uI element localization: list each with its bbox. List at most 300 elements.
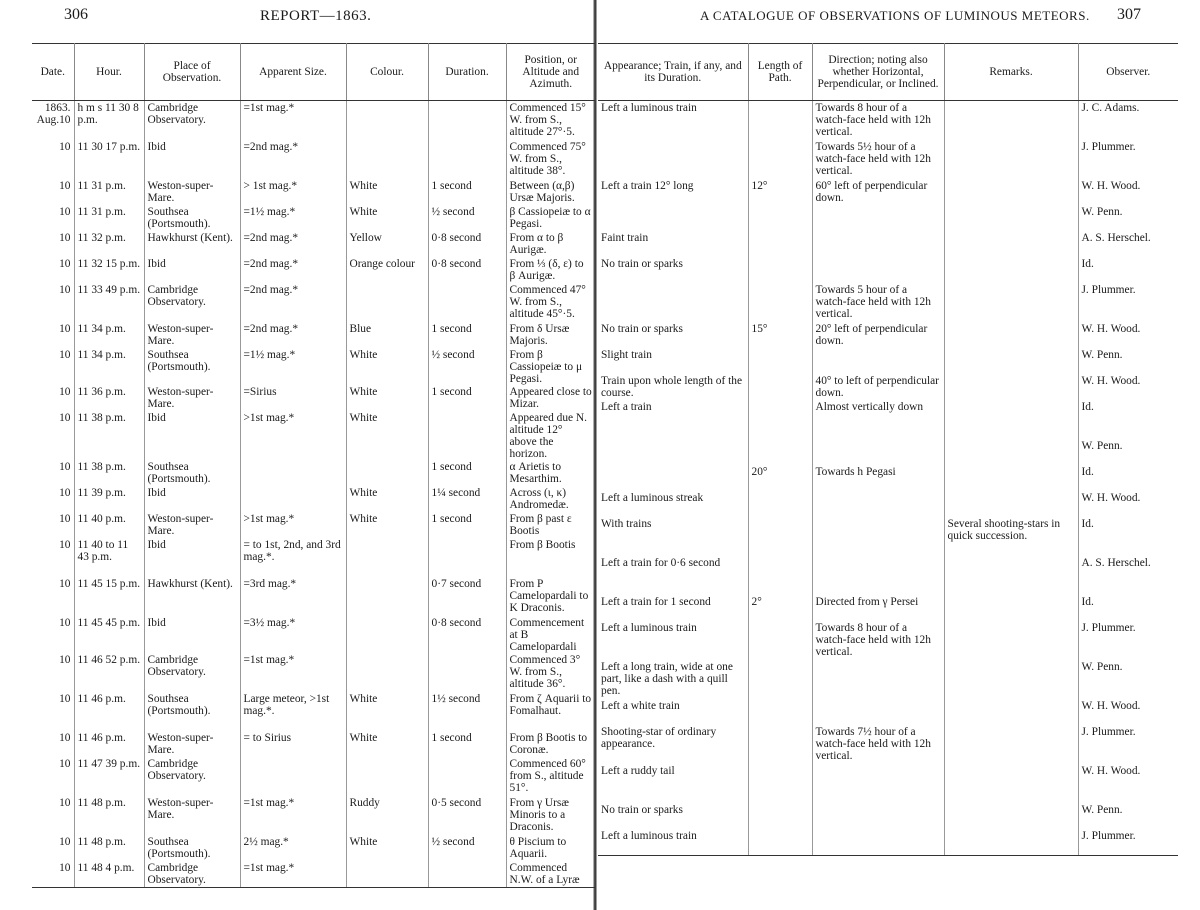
cell-appearance: Left a luminous train <box>598 101 748 141</box>
cell-remarks <box>944 231 1078 257</box>
cell-duration: 1 second <box>428 460 506 486</box>
cell-position: Commenced 3° W. from S., altitude 36°. <box>509 654 581 690</box>
cell-duration: ½ second <box>428 348 506 385</box>
cell-length: 15° <box>748 322 812 348</box>
cell-date: 10 <box>32 796 74 835</box>
left-table-row <box>32 205 595 231</box>
cell-size <box>240 460 346 486</box>
right-table-body <box>598 101 1178 856</box>
cell-appearance: Train upon whole length of the course. <box>598 374 748 400</box>
cell-duration: 0·8 second <box>428 231 506 257</box>
cell-appearance: No train or sparks <box>598 257 748 283</box>
cell-hour: 11 34 p.m. <box>74 322 144 348</box>
cell-direction <box>812 439 944 465</box>
left-table-row <box>32 512 595 538</box>
cell-observer: W. Penn. <box>1081 661 1123 673</box>
cell-direction <box>812 517 944 556</box>
cell-observer: W. H. Wood. <box>1081 492 1141 504</box>
cell-length <box>748 725 812 764</box>
cell-colour <box>346 283 428 322</box>
cell-appearance: Left a train for 0·6 second <box>598 556 748 595</box>
cell-length: 12° <box>748 179 812 205</box>
cell-colour <box>346 538 428 577</box>
cell-direction: Towards h Pegasi <box>812 465 944 491</box>
cell-duration <box>428 653 506 692</box>
cell-remarks <box>944 660 1078 699</box>
right-table-row <box>598 322 1178 348</box>
cell-place: Ibid <box>144 140 240 179</box>
left-table-row <box>32 348 595 385</box>
left-table-row <box>32 692 595 731</box>
cell-direction <box>812 491 944 517</box>
right-table-row <box>598 231 1178 257</box>
cell-observer: W. H. Wood. <box>1081 180 1141 192</box>
cell-place: Ibid <box>144 257 240 283</box>
cell-direction: Towards 5½ hour of a watch-face held with 12h vertical. <box>812 140 944 179</box>
cell-size: =1½ mag.* <box>240 205 346 231</box>
cell-hour: 11 38 p.m. <box>74 460 144 486</box>
cell-hour: 11 31 p.m. <box>74 205 144 231</box>
cell-place: Weston-super-Mare. <box>144 796 240 835</box>
cell-remarks <box>944 101 1078 141</box>
cell-hour: 11 45 15 p.m. <box>74 577 144 616</box>
right-table-row <box>598 699 1178 725</box>
cell-length <box>748 699 812 725</box>
left-header-row <box>32 44 595 101</box>
cell-direction: 20° left of perpendicular down. <box>812 322 944 348</box>
cell-observer: Id. <box>1081 518 1094 530</box>
cell-duration: 0·5 second <box>428 796 506 835</box>
cell-position: From P Camelopardali to K Draconis. <box>509 578 589 614</box>
cell-date: 10 <box>32 512 74 538</box>
left-table-row <box>32 616 595 653</box>
left-table-row <box>32 179 595 205</box>
cell-length <box>748 439 812 465</box>
cell-length <box>748 348 812 374</box>
cell-position: β Cassiopeiæ to α Pegasi. <box>509 206 591 230</box>
right-page-number: 307 <box>1117 6 1141 23</box>
cell-direction: Almost vertically down <box>812 400 944 439</box>
right-table-row <box>598 140 1178 179</box>
right-table-row <box>598 179 1178 205</box>
cell-size <box>240 486 346 512</box>
left-table-row <box>32 460 595 486</box>
cell-place: Cambridge Observatory. <box>144 861 240 888</box>
cell-position: From β Bootis <box>509 539 576 551</box>
cell-hour: 11 48 p.m. <box>74 835 144 861</box>
cell-duration <box>428 861 506 888</box>
cell-position: From ⅓ (δ, ε) to β Aurigæ. <box>509 258 584 282</box>
cell-hour: 11 48 4 p.m. <box>74 861 144 888</box>
cell-remarks <box>944 764 1078 803</box>
left-running-head: REPORT—1863. <box>260 8 372 24</box>
cell-hour: 11 39 p.m. <box>74 486 144 512</box>
cell-duration <box>428 757 506 796</box>
cell-position: From β Cassiopeiæ to μ Pegasi. <box>509 349 583 385</box>
cell-date: 10 <box>32 835 74 861</box>
cell-appearance: Faint train <box>598 231 748 257</box>
left-table-row <box>32 538 595 577</box>
cell-length <box>748 101 812 141</box>
cell-duration: 1 second <box>428 731 506 757</box>
cell-observer: J. Plummer. <box>1081 284 1136 296</box>
cell-remarks <box>944 725 1078 764</box>
cell-appearance: Left a luminous train <box>598 621 748 660</box>
cell-hour: 11 30 17 p.m. <box>74 140 144 179</box>
cell-direction <box>812 829 944 856</box>
cell-size: >1st mag.* <box>240 512 346 538</box>
right-header-1: Length of Path. <box>748 44 812 101</box>
cell-remarks <box>944 205 1078 231</box>
cell-remarks <box>944 829 1078 856</box>
cell-observer: W. Penn. <box>1081 206 1123 218</box>
cell-position: Commenced 60° from S., altitude 51°. <box>509 758 586 794</box>
cell-direction: 40° to left of perpendicular down. <box>812 374 944 400</box>
cell-place: Cambridge Observatory. <box>144 283 240 322</box>
cell-remarks: Several shooting-stars in quick succession. <box>944 517 1078 556</box>
cell-colour <box>346 101 428 141</box>
right-table-row <box>598 400 1178 439</box>
cell-place: Southsea (Portsmouth). <box>144 348 240 385</box>
left-table-row <box>32 322 595 348</box>
cell-observer: W. Penn. <box>1081 440 1123 452</box>
cell-remarks <box>944 465 1078 491</box>
right-table-row <box>598 257 1178 283</box>
cell-position: θ Piscium to Aquarii. <box>509 836 567 860</box>
cell-length <box>748 140 812 179</box>
cell-appearance: Left a luminous train <box>598 829 748 856</box>
cell-direction <box>812 764 944 803</box>
cell-observer: J. Plummer. <box>1081 141 1136 153</box>
left-page-number: 306 <box>64 6 88 23</box>
cell-size <box>240 757 346 796</box>
right-running-head: A CATALOGUE OF OBSERVATIONS OF LUMINOUS METEORS. <box>700 8 1090 23</box>
cell-size: =1st mag.* <box>240 861 346 888</box>
cell-colour <box>346 460 428 486</box>
cell-date: 10 <box>32 486 74 512</box>
right-table-row <box>598 764 1178 803</box>
cell-colour <box>346 653 428 692</box>
cell-hour: 11 31 p.m. <box>74 179 144 205</box>
left-table-row <box>32 861 595 888</box>
cell-remarks <box>944 283 1078 322</box>
cell-hour: 11 36 p.m. <box>74 385 144 411</box>
cell-remarks <box>944 699 1078 725</box>
left-table-row <box>32 140 595 179</box>
cell-observer: J. Plummer. <box>1081 622 1136 634</box>
cell-colour: White <box>346 486 428 512</box>
cell-hour: h m s 11 30 8 p.m. <box>74 101 144 141</box>
cell-position: α Arietis to Mesarthim. <box>509 461 562 485</box>
cell-observer: W. H. Wood. <box>1081 700 1141 712</box>
cell-appearance: Left a long train, wide at one part, like a dash with a quill pen. <box>598 660 748 699</box>
cell-duration: 0·8 second <box>428 616 506 653</box>
cell-length <box>748 517 812 556</box>
cell-appearance: Slight train <box>598 348 748 374</box>
cell-appearance: No train or sparks <box>598 803 748 829</box>
cell-date: 10 <box>32 283 74 322</box>
cell-place: Ibid <box>144 411 240 460</box>
left-header-2: Place of Observation. <box>144 44 240 101</box>
cell-size: 2½ mag.* <box>240 835 346 861</box>
cell-size: = to 1st, 2nd, and 3rd mag.*. <box>240 538 346 577</box>
right-table-row <box>598 660 1178 699</box>
cell-colour: White <box>346 385 428 411</box>
cell-length: 20° <box>748 465 812 491</box>
cell-size: =Sirius <box>240 385 346 411</box>
cell-hour: 11 33 49 p.m. <box>74 283 144 322</box>
cell-colour: Yellow <box>346 231 428 257</box>
cell-place: Ibid <box>144 616 240 653</box>
cell-colour: White <box>346 512 428 538</box>
cell-appearance: Left a train for 1 second <box>598 595 748 621</box>
cell-observer: Id. <box>1081 401 1094 413</box>
cell-size: >1st mag.* <box>240 411 346 460</box>
cell-length <box>748 257 812 283</box>
cell-date: 10 <box>32 731 74 757</box>
cell-date: 1863. Aug.10 <box>32 101 74 141</box>
right-table-row <box>598 101 1178 141</box>
cell-size: =2nd mag.* <box>240 257 346 283</box>
cell-colour: White <box>346 411 428 460</box>
cell-direction <box>812 348 944 374</box>
cell-date: 10 <box>32 348 74 385</box>
cell-size: = to Sirius <box>240 731 346 757</box>
cell-position: Across (ι, κ) Andromedæ. <box>509 487 569 511</box>
cell-remarks <box>944 322 1078 348</box>
cell-size: =3rd mag.* <box>240 577 346 616</box>
cell-remarks <box>944 179 1078 205</box>
cell-hour: 11 34 p.m. <box>74 348 144 385</box>
cell-date: 10 <box>32 179 74 205</box>
cell-date: 10 <box>32 322 74 348</box>
cell-remarks <box>944 348 1078 374</box>
cell-duration <box>428 283 506 322</box>
cell-direction <box>812 257 944 283</box>
cell-duration: ½ second <box>428 205 506 231</box>
cell-length <box>748 803 812 829</box>
cell-place: Weston-super-Mare. <box>144 179 240 205</box>
cell-hour: 11 40 to 11 43 p.m. <box>74 538 144 577</box>
cell-date: 10 <box>32 653 74 692</box>
cell-hour: 11 46 p.m. <box>74 692 144 731</box>
left-table-row <box>32 231 595 257</box>
cell-date: 10 <box>32 140 74 179</box>
cell-hour: 11 48 p.m. <box>74 796 144 835</box>
cell-direction <box>812 803 944 829</box>
cell-date: 10 <box>32 577 74 616</box>
left-table-row <box>32 653 595 692</box>
left-table-row <box>32 835 595 861</box>
cell-size: =1st mag.* <box>240 101 346 141</box>
cell-hour: 11 32 15 p.m. <box>74 257 144 283</box>
cell-observer: W. Penn. <box>1081 349 1123 361</box>
cell-remarks <box>944 257 1078 283</box>
cell-duration: 0·7 second <box>428 577 506 616</box>
cell-direction: 60° left of perpendicular down. <box>812 179 944 205</box>
right-table-row <box>598 465 1178 491</box>
right-table-row <box>598 621 1178 660</box>
right-table-row <box>598 803 1178 829</box>
cell-date: 10 <box>32 257 74 283</box>
cell-observer: J. C. Adams. <box>1081 102 1140 114</box>
cell-size: =2nd mag.* <box>240 231 346 257</box>
cell-size: =2nd mag.* <box>240 283 346 322</box>
cell-size: > 1st mag.* <box>240 179 346 205</box>
cell-appearance <box>598 283 748 322</box>
cell-appearance: Left a white train <box>598 699 748 725</box>
cell-date: 10 <box>32 616 74 653</box>
cell-place: Weston-super-Mare. <box>144 385 240 411</box>
cell-appearance <box>598 205 748 231</box>
cell-duration: ½ second <box>428 835 506 861</box>
cell-length <box>748 556 812 595</box>
cell-direction: Towards 7½ hour of a watch-face held with 12h vertical. <box>812 725 944 764</box>
cell-place: Southsea (Portsmouth). <box>144 205 240 231</box>
cell-direction: Towards 5 hour of a watch-face held with 12h vertical. <box>812 283 944 322</box>
left-table-row <box>32 101 595 141</box>
cell-appearance: No train or sparks <box>598 322 748 348</box>
cell-hour: 11 45 45 p.m. <box>74 616 144 653</box>
cell-colour <box>346 140 428 179</box>
cell-position: From δ Ursæ Majoris. <box>509 323 570 347</box>
cell-colour: White <box>346 731 428 757</box>
cell-direction <box>812 556 944 595</box>
left-header-3: Apparent Size. <box>240 44 346 101</box>
cell-observer: W. H. Wood. <box>1081 765 1141 777</box>
left-observations-table <box>32 43 595 888</box>
cell-remarks <box>944 803 1078 829</box>
cell-place: Weston-super-Mare. <box>144 322 240 348</box>
left-header-1: Hour. <box>74 44 144 101</box>
right-observations-table <box>598 43 1178 856</box>
right-table-row <box>598 439 1178 465</box>
cell-date: 10 <box>32 385 74 411</box>
cell-appearance: Left a ruddy tail <box>598 764 748 803</box>
cell-length <box>748 491 812 517</box>
left-table-row <box>32 731 595 757</box>
left-table-row <box>32 796 595 835</box>
cell-size: =2nd mag.* <box>240 140 346 179</box>
left-table-body <box>32 101 595 888</box>
cell-direction <box>812 231 944 257</box>
cell-length: 2° <box>748 595 812 621</box>
cell-observer: A. S. Herschel. <box>1081 232 1151 244</box>
cell-direction: Towards 8 hour of a watch-face held with 12h vertical. <box>812 621 944 660</box>
cell-appearance: Left a train 12° long <box>598 179 748 205</box>
cell-length <box>748 829 812 856</box>
cell-position: Commenced 75° W. from S., altitude 38°. <box>509 141 586 177</box>
right-header-2: Direction; noting also whether Horizontal, Perpendicular, or Inclined. <box>812 44 944 101</box>
cell-direction: Directed from γ Persei <box>812 595 944 621</box>
cell-size: =2nd mag.* <box>240 322 346 348</box>
cell-appearance <box>598 439 748 465</box>
cell-duration: 1 second <box>428 385 506 411</box>
right-table-row <box>598 595 1178 621</box>
right-header-4: Observer. <box>1078 44 1178 101</box>
cell-date: 10 <box>32 231 74 257</box>
cell-hour: 11 32 p.m. <box>74 231 144 257</box>
cell-appearance: Shooting-star of ordinary appearance. <box>598 725 748 764</box>
cell-duration: 1 second <box>428 512 506 538</box>
cell-colour: White <box>346 835 428 861</box>
cell-size: =1st mag.* <box>240 653 346 692</box>
cell-position: From β Bootis to Coronæ. <box>509 732 588 756</box>
cell-colour: Ruddy <box>346 796 428 835</box>
cell-place: Ibid <box>144 538 240 577</box>
cell-place: Weston-super-Mare. <box>144 731 240 757</box>
cell-duration: 1½ second <box>428 692 506 731</box>
cell-place: Hawkhurst (Kent). <box>144 577 240 616</box>
cell-colour: White <box>346 692 428 731</box>
left-header-6: Position, or Altitude and Azimuth. <box>506 44 595 101</box>
cell-appearance: Left a train <box>598 400 748 439</box>
cell-remarks <box>944 556 1078 595</box>
cell-duration: 1 second <box>428 179 506 205</box>
cell-position: Commencement at B Camelopardali <box>509 617 585 653</box>
right-table-row <box>598 205 1178 231</box>
cell-size: =1½ mag.* <box>240 348 346 385</box>
right-table-row <box>598 491 1178 517</box>
cell-date: 10 <box>32 411 74 460</box>
cell-position: From α to β Aurigæ. <box>509 232 564 256</box>
cell-colour: White <box>346 179 428 205</box>
cell-colour: White <box>346 205 428 231</box>
left-table-row <box>32 757 595 796</box>
cell-size: =1st mag.* <box>240 796 346 835</box>
cell-place: Southsea (Portsmouth). <box>144 460 240 486</box>
cell-position: From ζ Aquarii to Fomalhaut. <box>509 693 592 717</box>
cell-observer: W. H. Wood. <box>1081 375 1141 387</box>
left-table-row <box>32 385 595 411</box>
right-table-row <box>598 283 1178 322</box>
cell-duration <box>428 140 506 179</box>
cell-remarks <box>944 595 1078 621</box>
cell-position: From β past ε Bootis <box>509 513 572 537</box>
cell-size: Large meteor, >1st mag.*. <box>240 692 346 731</box>
cell-position: Appeared due N. altitude 12° above the horizon. <box>509 412 587 460</box>
cell-appearance: Left a luminous streak <box>598 491 748 517</box>
right-table-row <box>598 725 1178 764</box>
cell-duration: 1¼ second <box>428 486 506 512</box>
right-header-3: Remarks. <box>944 44 1078 101</box>
left-table-row <box>32 411 595 460</box>
cell-hour: 11 40 p.m. <box>74 512 144 538</box>
cell-observer: J. Plummer. <box>1078 829 1178 856</box>
cell-date: 10 <box>32 205 74 231</box>
cell-length <box>748 231 812 257</box>
right-header-row <box>598 44 1178 101</box>
left-table-row <box>32 257 595 283</box>
cell-direction <box>812 699 944 725</box>
left-table-row <box>32 486 595 512</box>
cell-hour: 11 46 52 p.m. <box>74 653 144 692</box>
cell-position: Commenced 47° W. from S., altitude 45°·5. <box>509 284 586 320</box>
cell-colour <box>346 757 428 796</box>
cell-remarks <box>944 374 1078 400</box>
cell-observer: W. H. Wood. <box>1081 323 1141 335</box>
right-table-row <box>598 829 1178 856</box>
cell-duration <box>428 538 506 577</box>
cell-observer: A. S. Herschel. <box>1081 557 1151 569</box>
cell-length <box>748 374 812 400</box>
cell-observer: Id. <box>1081 258 1094 270</box>
cell-place: Southsea (Portsmouth). <box>144 835 240 861</box>
cell-position: Between (α,β) Ursæ Majoris. <box>509 180 575 204</box>
cell-hour: 11 46 p.m. <box>74 731 144 757</box>
left-table-row <box>32 283 595 322</box>
cell-date: 10 <box>32 692 74 731</box>
